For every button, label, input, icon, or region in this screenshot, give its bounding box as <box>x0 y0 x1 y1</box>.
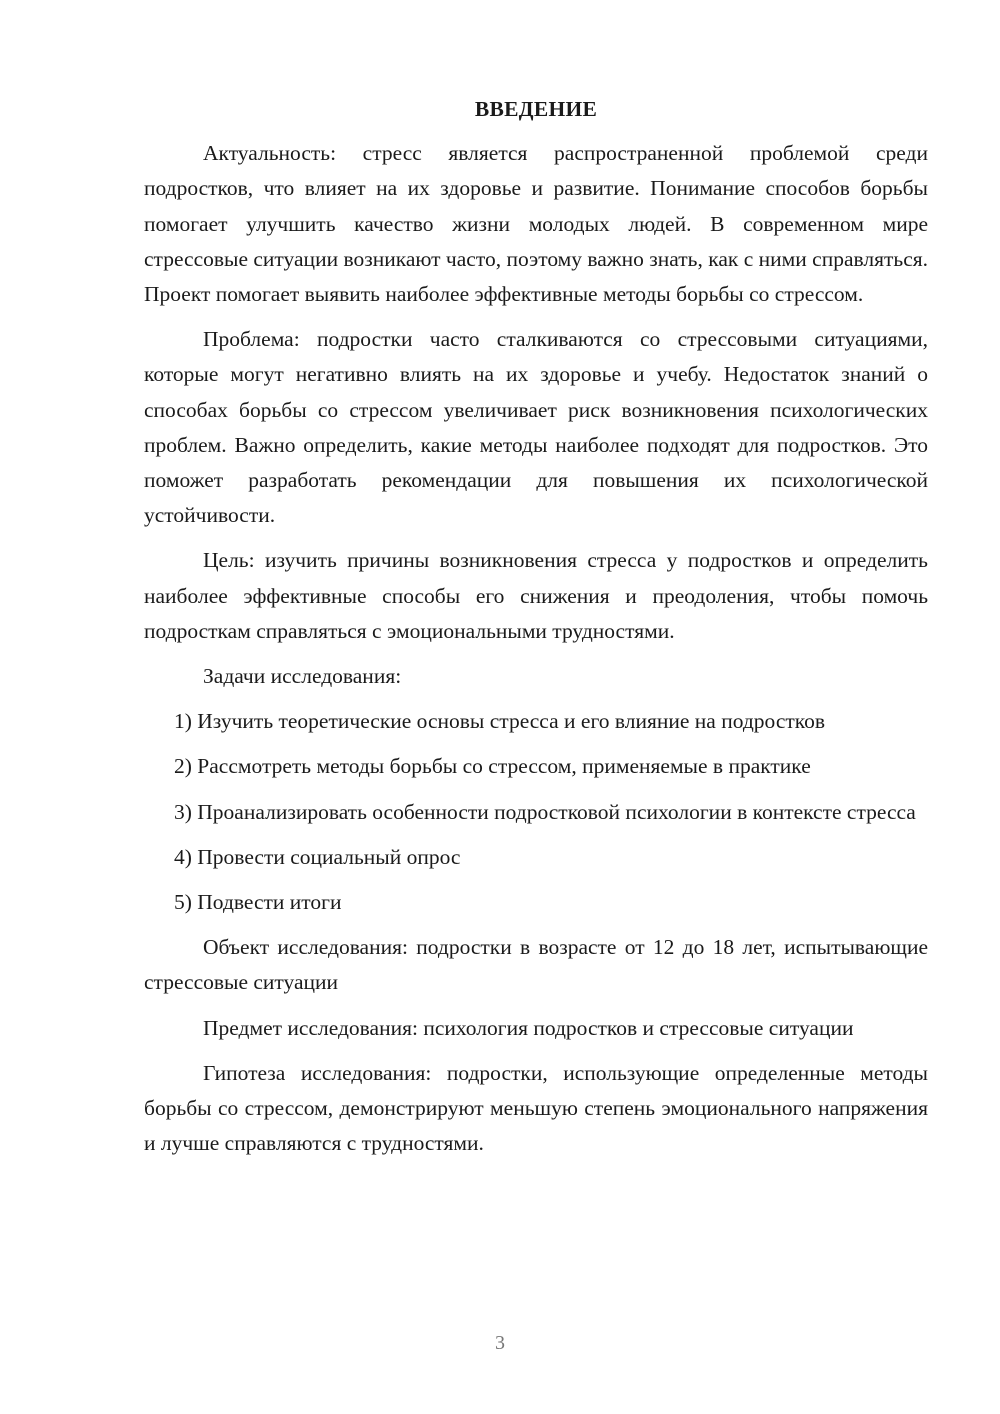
object-paragraph: Объект исследования: подростки в возрасте от 12 до 18 лет, испытывающие стрессовые ситуации <box>144 935 928 995</box>
task-item: 4) Провести социальный опрос <box>174 844 461 869</box>
tasks-heading: Задачи исследования: <box>203 664 402 689</box>
relevance-paragraph: Актуальность: стресс является распространенной проблемой среди подростков, что влияет на их здоровье и развитие. Понимание способов борьбы помогает улучшить качество жизни молодых людей. В современном мире стрессовые ситуации возникают часто, поэтому важно знать, как с ними справляться. Проект помогает выявить наиболее эффективные методы борьбы со стрессом. <box>144 141 928 307</box>
hypothesis-paragraph: Гипотеза исследования: подростки, использующие определенные методы борьбы со стрессом, демонстрируют меньшую степень эмоционального напряжения и лучше справляются с трудностями. <box>144 1060 928 1156</box>
problem-paragraph: Проблема: подростки часто сталкиваются со стрессовыми ситуациями, которые могут негативно влиять на их здоровье и учебу. Недостаток знаний о способах борьбы со стрессом увеличивает риск возникновения психологических проблем. Важно определить, какие методы наиболее подходят для подростков. Это поможет разработать рекомендации для повышения их психологической устойчивости. <box>144 327 928 528</box>
page-number: 3 <box>495 1332 505 1354</box>
task-item: 2) Рассмотреть методы борьбы со стрессом, применяемые в практике <box>174 754 811 779</box>
subject-paragraph: Предмет исследования: психология подростков и стрессовые ситуации <box>203 1015 854 1040</box>
task-item: 5) Подвести итоги <box>174 890 342 915</box>
goal-paragraph: Цель: изучить причины возникновения стресса у подростков и определить наиболее эффективные способы его снижения и преодоления, чтобы помочь подросткам справляться с эмоциональными трудностями. <box>144 548 928 643</box>
task-item: 3) Проанализировать особенности подростковой психологии в контексте стресса <box>174 799 916 824</box>
task-item: 1) Изучить теоретические основы стресса и его влияние на подростков <box>174 709 826 734</box>
page-title: ВВЕДЕНИЕ <box>474 97 598 121</box>
document-page <box>144 92 928 1171</box>
